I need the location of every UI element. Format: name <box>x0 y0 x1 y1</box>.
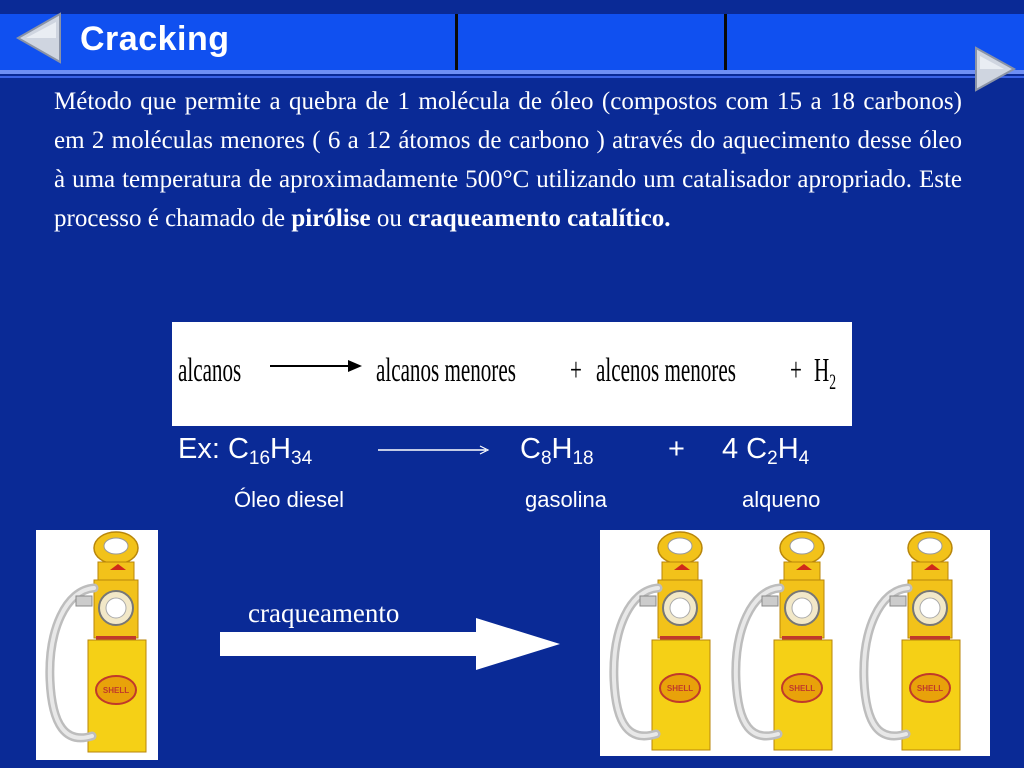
example-reactant: Ex: $C_{16}H_{34}$ <box>178 433 313 469</box>
process-label: craqueamento <box>248 598 400 628</box>
paragraph-intro: Método que permite a quebra de 1 molécula de óleo (compostos com 15 a 18 carbonos) em 2 moléculas menores ( 6 a 12 átomos de carbono ) através do aquecimento desse óleo à uma temperatura de aproximadamente 500°C utilizando um catalisador apropriado. Este processo é chamado de <box>54 88 962 232</box>
term-craqueamento-catalitico: craqueamento catalítico. <box>408 205 671 232</box>
process-arrow-icon <box>220 618 560 670</box>
example-plus: + <box>668 433 685 465</box>
label-diesel: Óleo diesel <box>234 487 345 512</box>
gas-pump-icon <box>36 530 158 760</box>
title-divider <box>455 14 458 70</box>
equation-plus: + <box>570 352 582 389</box>
label-gasoline: gasolina <box>525 487 607 512</box>
equation-reactant: alcanos <box>178 352 242 389</box>
pump-panel-single <box>36 530 158 760</box>
label-alkene: alqueno <box>742 487 821 512</box>
example-product-alkene: 4 $C_2H_4$ <box>722 433 810 469</box>
equation-arrow-icon <box>270 358 362 374</box>
term-pirolise: pirólise <box>291 205 371 232</box>
example-product-gasoline: $C_8H_{18}$ <box>520 433 594 469</box>
gas-pump-icon <box>600 530 990 756</box>
title-divider <box>724 14 727 70</box>
title-underline-secondary <box>0 76 1024 78</box>
slide-title: Cracking <box>80 20 230 58</box>
next-arrow-icon[interactable] <box>972 44 1018 94</box>
description-paragraph <box>54 82 962 238</box>
equation-product-alkanes: alcanos menores <box>376 352 516 389</box>
paragraph-connector: ou <box>370 205 409 232</box>
svg-text:SHELL: SHELL <box>102 686 130 695</box>
equation-hydrogen: $H_2$ <box>814 352 837 394</box>
general-equation-box <box>172 322 852 426</box>
pump-panel-triple <box>600 530 990 756</box>
example-arrow-icon <box>378 445 490 455</box>
equation-plus: + <box>790 352 802 389</box>
title-underline <box>0 70 1024 74</box>
equation-product-alkenes: alcenos menores <box>596 352 736 389</box>
prev-arrow-icon[interactable] <box>14 10 64 66</box>
